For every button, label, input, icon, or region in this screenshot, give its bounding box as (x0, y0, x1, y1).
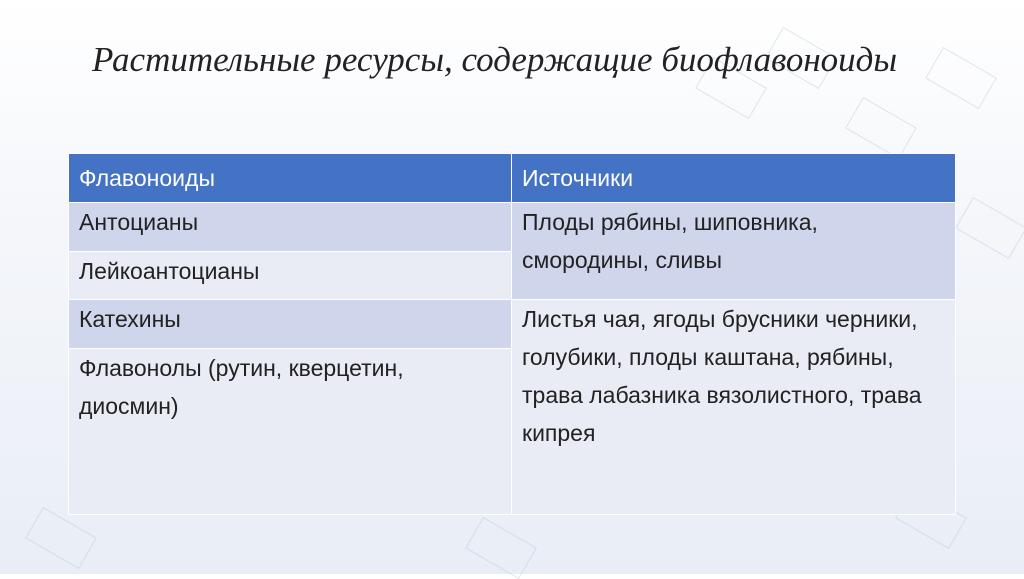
flavonoid-cell: Катехины (69, 300, 512, 349)
background-hexagon-decoration (955, 197, 1024, 259)
flavonoid-cell: Антоцианы (69, 203, 512, 252)
flavonoid-cell: Флавонолы (рутин, кверцетин, диосмин) (69, 349, 512, 515)
header-sources: Источники (512, 154, 956, 203)
table-row (69, 300, 956, 349)
table-row (69, 203, 956, 252)
flavonoid-cell: Лейкоантоцианы (69, 252, 512, 300)
background-hexagon-decoration (465, 517, 537, 579)
background-hexagon-decoration (845, 97, 917, 159)
background-hexagon-decoration (25, 507, 97, 569)
source-cell: Плоды рябины, шиповника, смородины, сливы (512, 203, 956, 300)
flavonoids-table (68, 153, 956, 515)
table-header-row (69, 154, 956, 203)
slide-title: Растительные ресурсы, содержащие биофлавоноиды (92, 40, 898, 79)
source-cell: Листья чая, ягоды брусники черники, голубики, плоды каштана, рябины, трава лабазника вязолистного, трава кипрея (512, 300, 956, 515)
header-flavonoids: Флавоноиды (69, 154, 512, 203)
